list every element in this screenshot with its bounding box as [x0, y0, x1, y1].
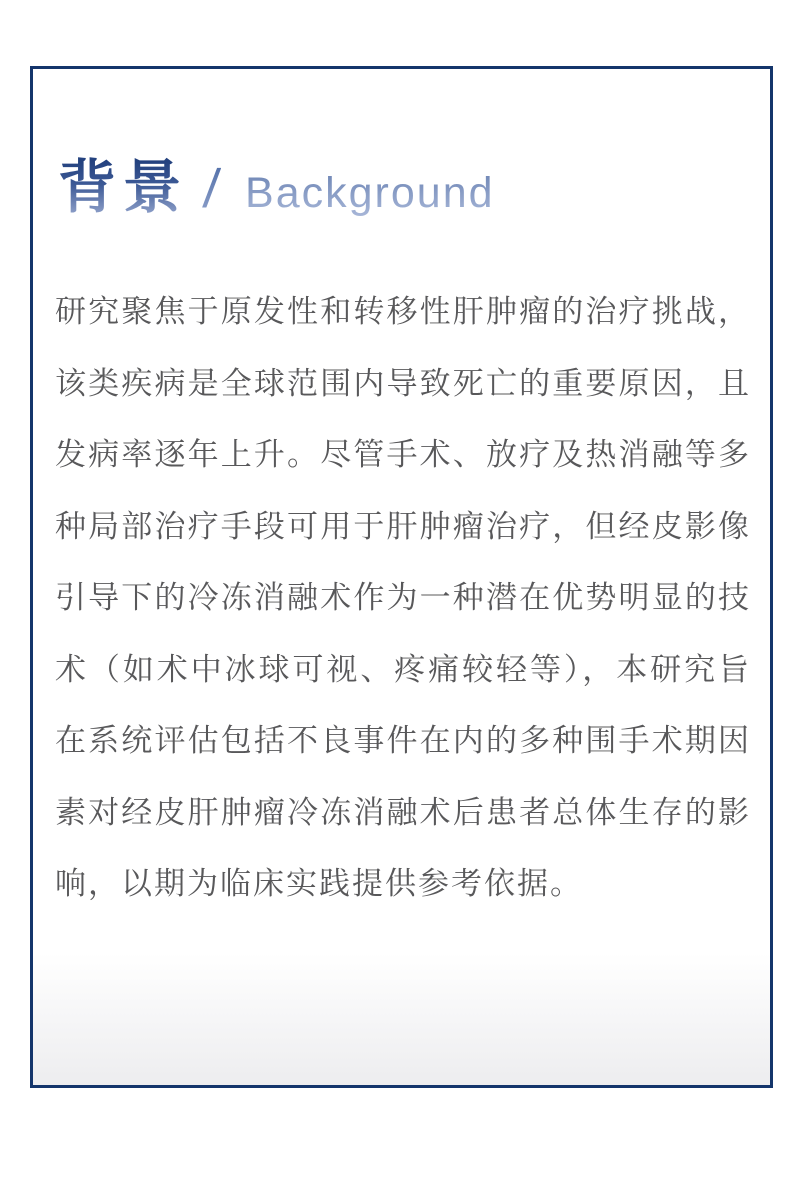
background-card	[30, 66, 773, 1088]
section-title-en: Background	[245, 169, 495, 217]
background-paragraph: 研究聚焦于原发性和转移性肝肿瘤的治疗挑战，该类疾病是全球范围内导致死亡的重要原因，且发病率逐年上升。尽管手术、放疗及热消融等多种局部治疗手段可用于肝肿瘤治疗，但经皮影像引导下的冷冻消融术作为一种潜在优势明显的技术（如术中冰球可视、疼痛较轻等），本研究旨在系统评估包括不良事件在内的多种围手术期因素对经皮肝肿瘤冷冻消融术后患者总体生存的影响，以期为临床实践提供参考依据。	[55, 294, 751, 901]
section-title-cn: 背景	[58, 155, 189, 220]
title-separator-slash: /	[200, 159, 223, 219]
section-header	[58, 157, 770, 220]
